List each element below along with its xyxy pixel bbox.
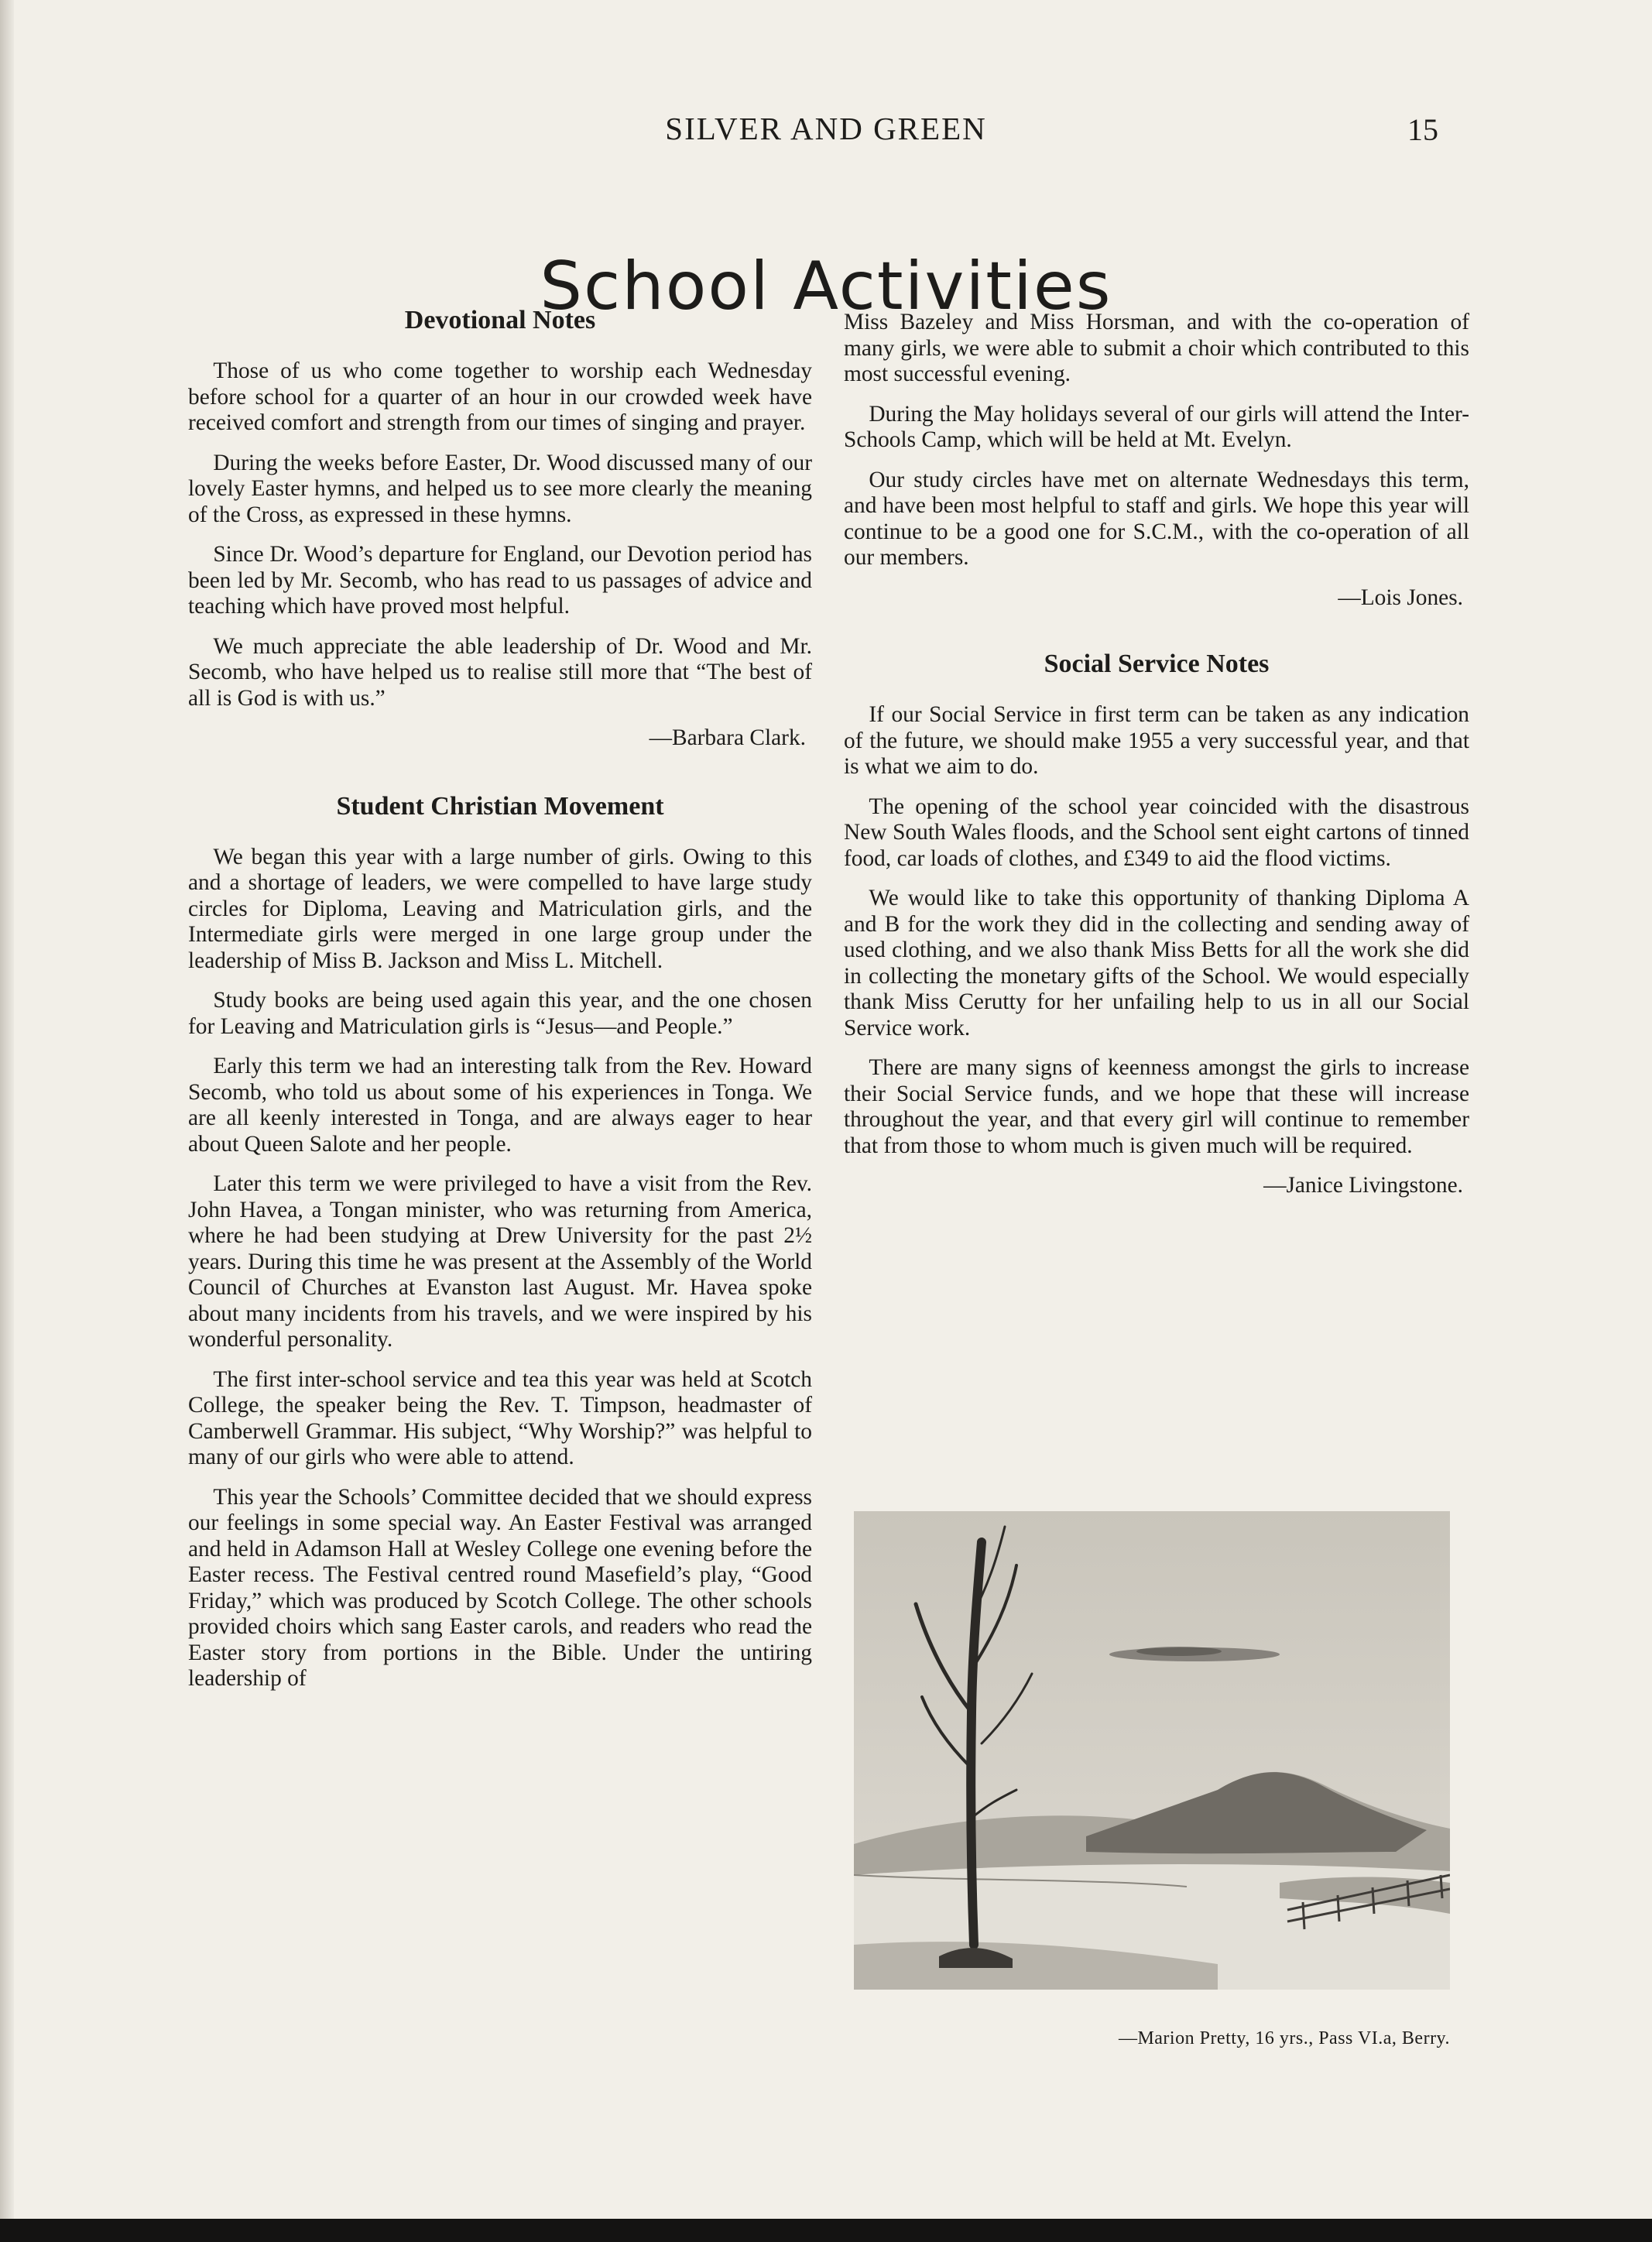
scm-paragraph: Miss Bazeley and Miss Horsman, and with the co-operation of many girls, we were able to submit a choir which contributed to this most successful evening. — [844, 310, 1469, 386]
devotional-paragraph: Since Dr. Wood’s departure for England, our Devotion period has been led by Mr. Secomb, who has read to us passages of advice and teaching which have proved most helpful. — [188, 542, 812, 619]
scm-paragraph: Study books are being used again this year, and the one chosen for Leaving and Matriculation girls is “Jesus—and People.” — [188, 988, 812, 1039]
right-column — [844, 310, 1469, 1199]
binding-edge — [0, 0, 14, 2242]
page-number: 15 — [1407, 112, 1438, 147]
social-service-signature: —Janice Livingstone. — [1263, 1173, 1463, 1198]
devotional-paragraph: During the weeks before Easter, Dr. Wood discussed many of our lovely Easter hymns, and helped us to see more clearly the meaning of the Cross, as expressed in these hymns. — [188, 450, 812, 527]
page-title: School Activities — [540, 247, 1112, 325]
scm-paragraph: This year the Schools’ Committee decided that we should express our feelings in some special way. An Easter Festival was arranged and held in Adamson Hall at Wesley College one evening before the Easter recess. The Festival centred round Masefield’s play, “Good Friday,” which was produced by Scotch College. The other schools provided choirs which sang Easter carols, and readers who read the Easter story from portions in the Bible. Under the untiring leadership of — [188, 1484, 812, 1691]
scm-signature: —Lois Jones. — [1338, 584, 1463, 610]
devotional-paragraph: We much appreciate the able leadership of Dr. Wood and Mr. Secomb, who have helped us to realise still more that “The best of all is God is with us.” — [188, 633, 812, 711]
running-head: SILVER AND GREEN — [665, 111, 987, 146]
social-service-paragraph: We would like to take this opportunity of thanking Diploma A and B for the work they did in the collecting and sending away of used clothing, and we also thank Miss Betts for all the work she did in collecting the monetary gifts of the School. We would especially thank Miss Cerutty for her unfailing help to us in all our Social Service work. — [844, 886, 1469, 1040]
scm-paragraph: The first inter-school service and tea this year was held at Scotch College, the speaker being the Rev. T. Timpson, headmaster of Camberwell Grammar. His subject, “Why Worship?” was helpful to many of our girls who were able to attend. — [188, 1366, 812, 1469]
scm-heading: Student Christian Movement — [336, 791, 664, 821]
devotional-notes-heading: Devotional Notes — [404, 306, 596, 334]
illustration-caption: —Marion Pretty, 16 yrs., Pass VI.a, Berry. — [1118, 2028, 1450, 2048]
scm-paragraph: Our study circles have met on alternate Wednesdays this term, and have been most helpful to staff and girls. We hope this year will continue to be a good one for S.C.M., with the co-operation of all our members. — [844, 467, 1469, 570]
scm-paragraph: Later this term we were privileged to have a visit from the Rev. John Havea, a Tongan minister, who was returning from America, where he had been studying at Drew University for the past 2½ years. During this time he was present at the Assembly of the World Council of Churches at Evanston last August. Mr. Havea spoke about many incidents from his travels, and we were inspired by his wonderful personality. — [188, 1171, 812, 1352]
scm-paragraph: During the May holidays several of our girls will attend the Inter-Schools Camp, which will be held at Mt. Evelyn. — [844, 401, 1469, 452]
social-service-paragraph: There are many signs of keenness amongst the girls to increase their Social Service funds, and we hope that these will increase throughout the year, and that every girl will continue to remember that from those to whom much is given much will be required. — [844, 1055, 1469, 1158]
scm-paragraph: Early this term we had an interesting talk from the Rev. Howard Secomb, who told us about some of his experiences in Tonga. We are all keenly interested in Tonga, and are always eager to hear about Queen Salote and her people. — [188, 1054, 812, 1157]
social-service-heading: Social Service Notes — [1044, 650, 1270, 678]
scm-paragraph: We began this year with a large number of girls. Owing to this and a shortage of leaders, we were compelled to have large study circles for Diploma, Leaving and Matriculation girls, and the Intermediate girls were merged in one large group under the leadership of Miss B. Jackson and Miss L. Mitchell. — [188, 844, 812, 973]
left-column — [188, 306, 812, 1706]
landscape-drawing — [854, 1511, 1450, 1990]
devotional-paragraph: Those of us who come together to worship each Wednesday before school for a quarter of an hour in our crowded week have received comfort and strength from our times of singing and prayer. — [188, 358, 812, 435]
social-service-paragraph: The opening of the school year coincided with the disastrous New South Wales floods, and the School sent eight cartons of tinned food, car loads of clothes, and £349 to aid the flood victims. — [844, 794, 1469, 871]
social-service-paragraph: If our Social Service in first term can be taken as any indication of the future, we should make 1955 a very successful year, and that is what we aim to do. — [844, 702, 1469, 779]
scan-edge — [0, 2219, 1652, 2242]
devotional-signature: —Barbara Clark. — [649, 725, 806, 750]
